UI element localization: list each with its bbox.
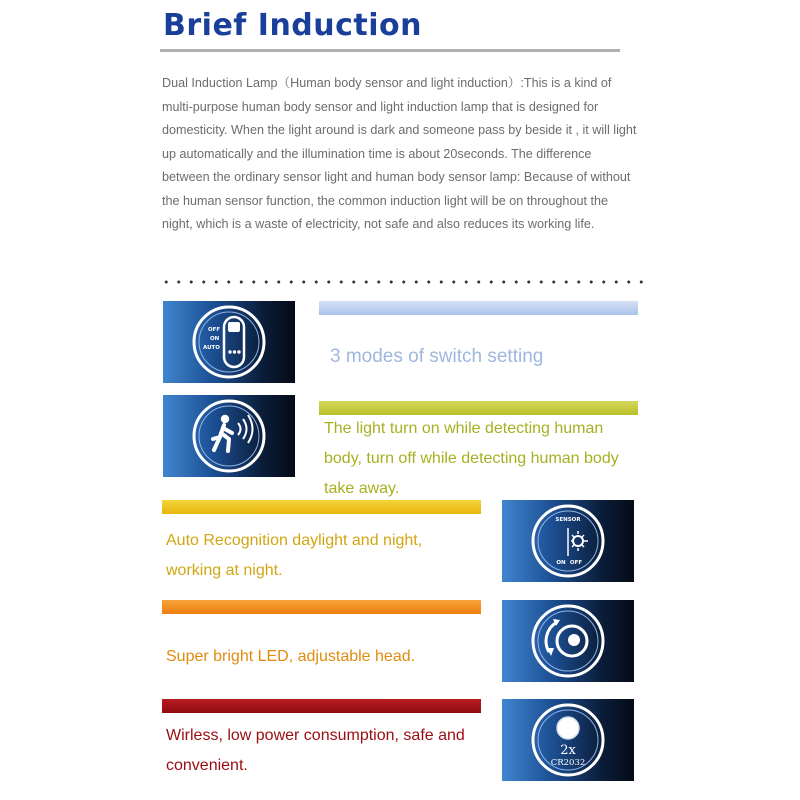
feature-switch-text: 3 modes of switch setting — [330, 346, 544, 367]
adjustable-head-tile — [502, 600, 634, 682]
motion-sensor-icon — [188, 395, 270, 477]
switch-off-label: OFF — [208, 327, 221, 333]
feature-bar-red — [162, 699, 481, 713]
sensor-off-label: OFF — [569, 560, 583, 566]
battery-count-label: 2x — [560, 743, 576, 758]
feature-daynight-text: Auto Recognition daylight and night, working at night. — [166, 532, 423, 579]
day-night-tile — [502, 500, 634, 582]
feature-battery-text: Wirless, low power consumption, safe and convenient. — [166, 727, 465, 774]
feature-bar-blue — [319, 301, 638, 315]
title-underline — [160, 49, 620, 52]
switch-icon — [188, 301, 270, 383]
day-night-sensor-icon — [527, 500, 609, 582]
feature-bar-orange — [162, 600, 481, 614]
switch-auto-label: AUTO — [203, 345, 220, 351]
battery-type-label: CR2032 — [550, 758, 586, 768]
dotted-divider — [160, 280, 645, 284]
sensor-on-label: ON — [556, 560, 566, 566]
intro-paragraph: Dual Induction Lamp（Human body sensor and light induction）:This is a kind of multi-purpose human body sensor and light induction lamp that is designed for domesticity. When the light around is dark and someone pass by beside it , it will light up automatically and the illumination time is about 20seconds. The difference between the ordinary sensor light and human body sensor lamp: Because of without the human sensor function, the common induction light will be on throughout the night, which is a waste of electricity, not safe and also reduces its working life. — [162, 76, 637, 231]
adjustable-head-icon — [527, 600, 609, 682]
feature-led-text: Super bright LED, adjustable head. — [166, 648, 416, 665]
feature-motion-text: The light turn on while detecting human body, turn off while detecting human body take away. — [324, 420, 619, 497]
battery-icon — [527, 699, 609, 781]
battery-tile — [502, 699, 634, 781]
switch-on-label: ON — [210, 336, 220, 342]
switch-mode-tile — [163, 301, 295, 383]
feature-bar-yellow — [162, 500, 481, 514]
page-title: Brief Induction — [163, 8, 423, 43]
feature-bar-olive — [319, 401, 638, 415]
motion-sensor-tile — [163, 395, 295, 477]
sensor-label: SENSOR — [555, 517, 581, 523]
